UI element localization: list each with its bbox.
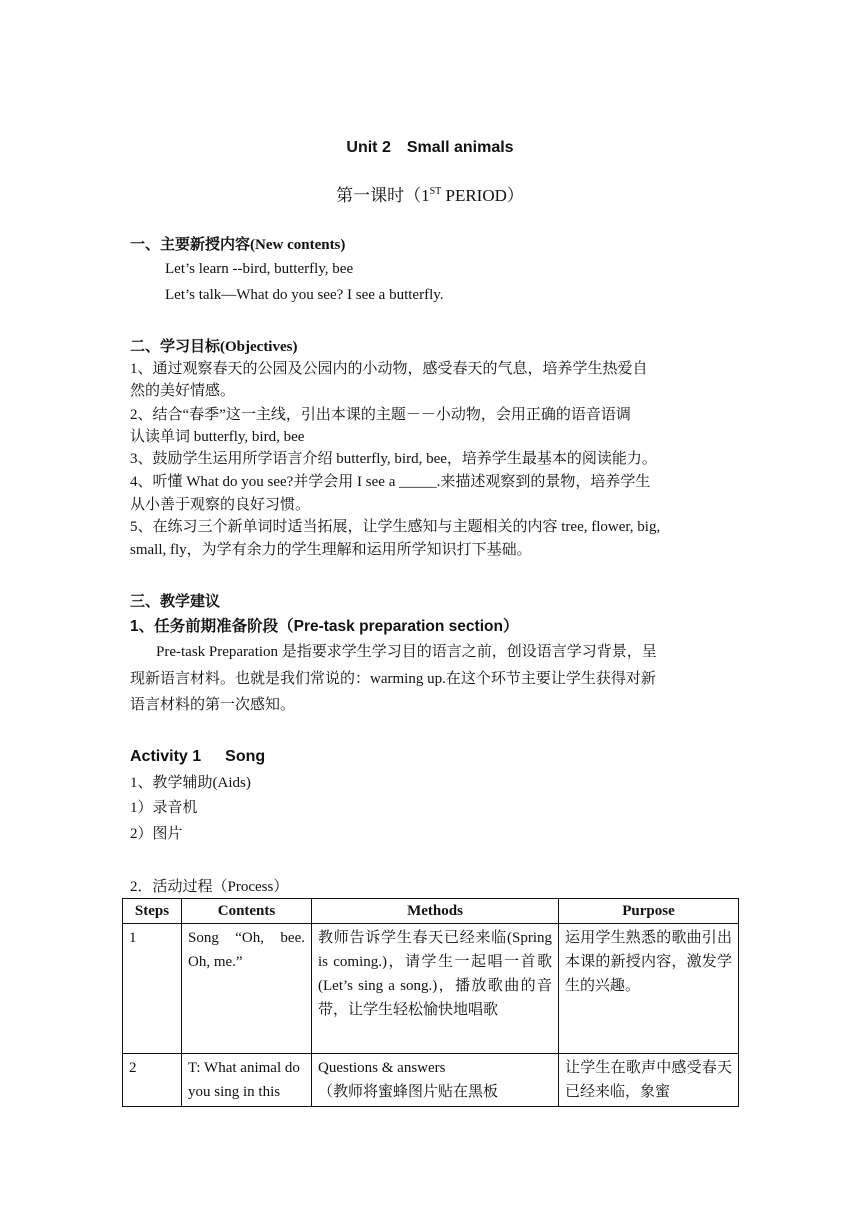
- activity-heading: Activity 1 Song: [130, 748, 266, 765]
- document-title: Unit 2 Small animals: [346, 139, 514, 156]
- subtitle-superscript: ST: [429, 186, 442, 197]
- aids-heading: 1、教学辅助(Aids): [130, 775, 251, 791]
- pre-task-line: 现新语言材料。也就是我们常说的：warming up.在这个环节主要让学生获得对新: [130, 671, 656, 687]
- section-new-contents-heading: 一、主要新授内容(New contents): [130, 237, 346, 253]
- period-subtitle: [0, 181, 860, 206]
- header-steps: Steps: [123, 899, 182, 924]
- new-contents-line: Let’s learn --bird, butterfly, bee: [165, 261, 354, 277]
- pre-task-line: Pre-task Preparation 是指要求学生学习目的语言之前，创设语言学习背景，呈: [156, 644, 657, 660]
- objective-line: 2、结合“春季”这一主线，引出本课的主题－－小动物，会用正确的语音语调: [130, 407, 631, 423]
- cell-methods: 教师告诉学生春天已经来临(Spring is coming.)，请学生一起唱一首歌(Let’s sing a song.)，播放歌曲的音带，让学生轻松愉快地唱歌: [312, 924, 559, 1054]
- section-objectives-heading: 二、学习目标(Objectives): [130, 339, 298, 355]
- pre-task-section-heading: 1、任务前期准备阶段（Pre-task preparation section）: [130, 618, 519, 635]
- table-row: [123, 924, 739, 1054]
- pre-task-line: 语言材料的第一次感知。: [130, 697, 296, 713]
- cell-methods: [312, 1054, 559, 1107]
- objective-line: 3、鼓励学生运用所学语言介绍 butterfly, bird, bee，培养学生最基本的阅读能力。: [130, 451, 657, 467]
- table-row: [123, 1054, 739, 1107]
- header-contents: Contents: [182, 899, 312, 924]
- aid-item: 1）录音机: [130, 800, 198, 816]
- cell-contents: T: What animal do you sing in this: [182, 1054, 312, 1107]
- methods-line: Questions & answers: [318, 1060, 446, 1076]
- cell-purpose: 运用学生熟悉的歌曲引出本课的新授内容，激发学生的兴趣。: [559, 924, 739, 1054]
- objective-line: 5、在练习三个新单词时适当拓展，让学生感知与主题相关的内容 tree, flower, big,: [130, 519, 661, 535]
- cell-step: 2: [123, 1054, 182, 1107]
- header-purpose: Purpose: [559, 899, 739, 924]
- objective-line: 4、听懂 What do you see?并学会用 I see a _____.来描述观察到的景物，培养学生: [130, 474, 651, 490]
- cell-step: 1: [123, 924, 182, 1054]
- table-header-row: [123, 899, 739, 924]
- objective-line: 1、通过观察春天的公园及公园内的小动物，感受春天的气息，培养学生热爱自: [130, 361, 648, 377]
- aid-item: 2）图片: [130, 826, 183, 842]
- cell-contents: Song “Oh, bee. Oh, me.”: [182, 924, 312, 1054]
- cell-purpose: 让学生在歌声中感受春天已经来临，象蜜: [559, 1054, 739, 1107]
- new-contents-line: Let’s talk—What do you see? I see a butterfly.: [165, 287, 444, 303]
- process-heading: 2．活动过程（Process）: [130, 879, 289, 895]
- objective-line: small, fly，为学有余力的学生理解和运用所学知识打下基础。: [130, 542, 532, 558]
- subtitle-suffix: PERIOD）: [441, 186, 524, 205]
- subtitle-prefix: 第一课时（1: [336, 186, 430, 205]
- section-teaching-suggestions-heading: 三、教学建议: [130, 594, 221, 610]
- header-methods: Methods: [312, 899, 559, 924]
- objective-line: 然的美好情感。: [130, 383, 236, 399]
- methods-line: （教师将蜜蜂图片贴在黑板: [318, 1084, 499, 1100]
- objective-line: 从小善于观察的良好习惯。: [130, 497, 311, 513]
- objective-line: 认读单词 butterfly, bird, bee: [130, 429, 305, 445]
- process-table: [122, 898, 739, 1107]
